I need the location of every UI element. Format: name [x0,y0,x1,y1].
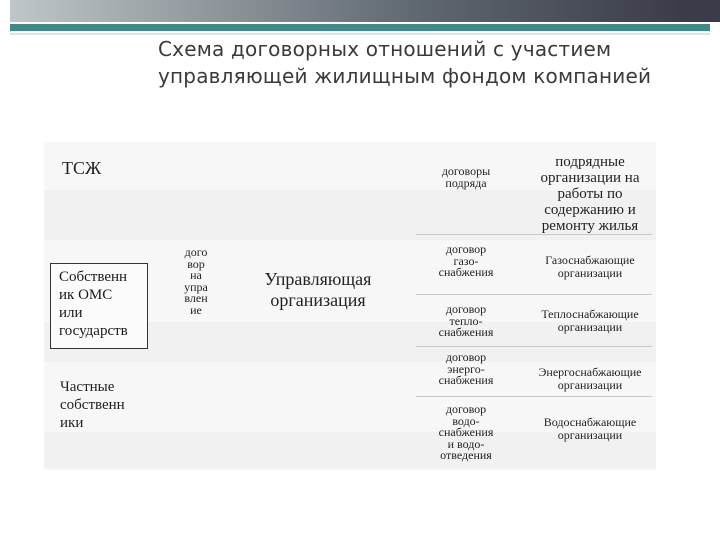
owner-label: Собственн ик ОМС или государств [59,269,128,339]
row-divider [416,346,652,347]
owner-box [50,263,148,349]
row-divider [416,234,652,235]
organization-label: подрядные организации на работы по содержанию и ремонту жилья [540,154,640,234]
organization-label: Газоснабжающие организации [545,253,635,280]
contract-label: договор энерго- снабжения [438,350,494,387]
header-decoration-teal [10,24,710,31]
management-company-label: Управляющая организация [264,269,372,310]
organization-label: Энергоснабжающие организации [538,365,642,392]
contract-label: договор газо- снабжения [438,242,494,279]
header-decoration-thin [10,33,710,35]
organization-label: Теплоснабжающие организации [541,307,639,334]
organization-label: Водоснабжающие организации [543,415,637,442]
row-divider [416,396,652,397]
slide-title: Схема договорных отношений с участием управляющей жилищным фондом компанией [158,37,652,88]
diagram [44,142,656,470]
tszh-label: ТСЖ [62,158,102,178]
contract-label: договор водо- снабжения и водо- отведения [438,402,494,462]
header-decoration-dark [0,0,720,22]
contract-label: договоры подряда [441,164,491,190]
private-owners-label: Частные собственн ики [60,379,125,431]
contract-label: договор тепло- снабжения [438,302,494,339]
management-contract-label: дого вор на упра влен ие [184,245,208,317]
row-divider [416,294,652,295]
